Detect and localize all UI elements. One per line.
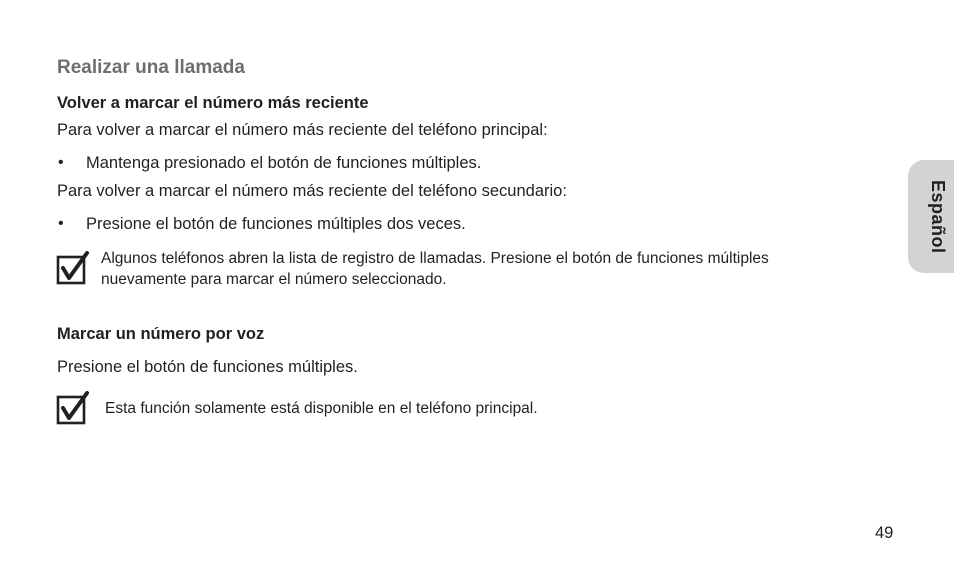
bullet-text: Mantenga presionado el botón de funciones múltiples. [86, 154, 482, 172]
checkbox-check-icon [56, 391, 90, 425]
section-title: Realizar una llamada [57, 57, 245, 78]
note-line: nuevamente para marcar el número seleccionado. [101, 271, 447, 288]
bullet-marker: • [58, 215, 64, 232]
redial-secondary-intro: Para volver a marcar el número más reciente del teléfono secundario: [57, 182, 567, 200]
bullet-marker: • [58, 154, 64, 171]
bullet-text: Presione el botón de funciones múltiples dos veces. [86, 215, 466, 233]
voice-dial-note: Esta función solamente está disponible en el teléfono principal. [105, 400, 538, 417]
note-line: Algunos teléfonos abren la lista de registro de llamadas. Presione el botón de funciones múltiples [101, 250, 769, 267]
redial-heading: Volver a marcar el número más reciente [57, 94, 369, 112]
language-tab-label: Español [928, 179, 948, 254]
page-number: 49 [875, 524, 894, 542]
voice-dial-heading: Marcar un número por voz [57, 325, 265, 343]
redial-primary-intro: Para volver a marcar el número más reciente del teléfono principal: [57, 121, 548, 139]
checkbox-check-icon [56, 251, 90, 285]
voice-dial-instruction: Presione el botón de funciones múltiples. [57, 358, 358, 376]
